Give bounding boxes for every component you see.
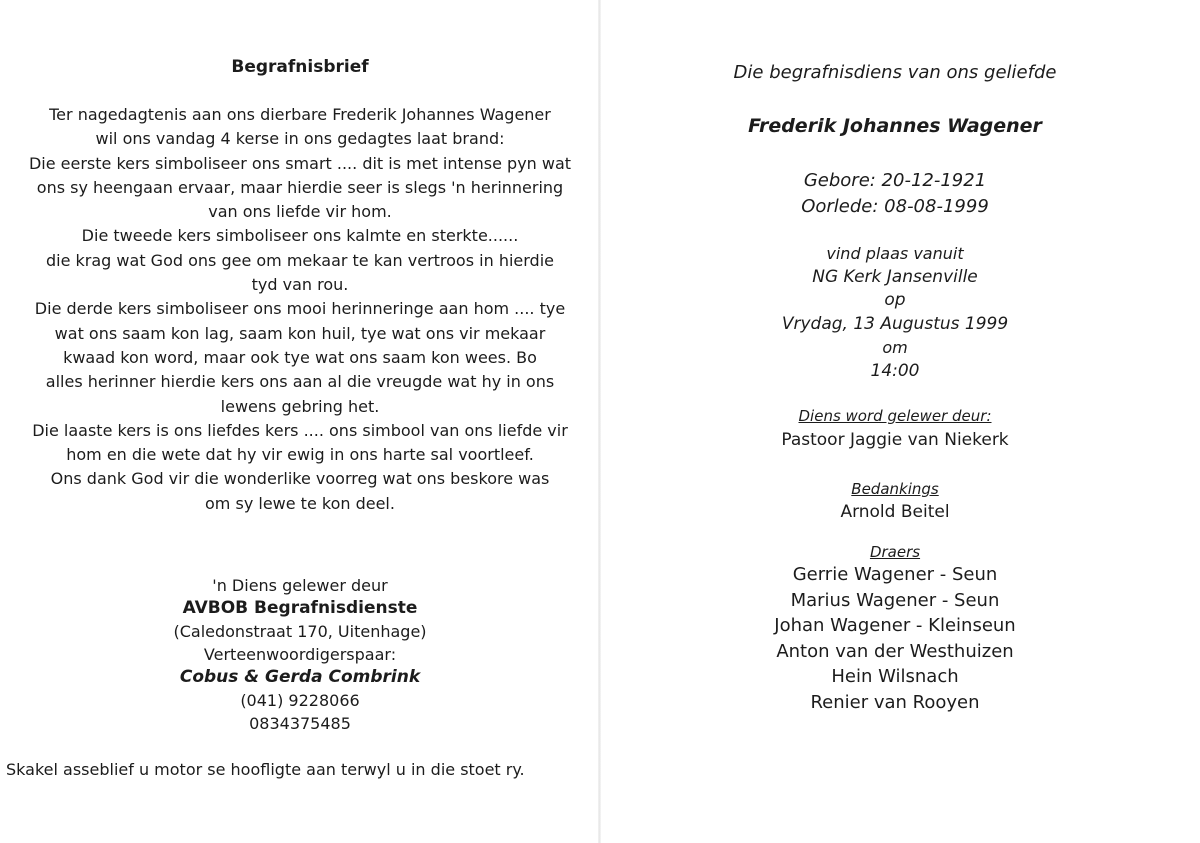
letter-line: om sy lewe te kon deel. bbox=[205, 493, 395, 513]
bearers-block bbox=[600, 542, 1190, 715]
letter-line: ons sy heengaan ervaar, maar hierdie seer is slegs 'n herinnering bbox=[36, 177, 564, 197]
letter-line: Die laaste kers is ons liefdes kers .... ons simbool van ons liefde vir bbox=[32, 420, 568, 440]
phone-mobile: 0834375485 bbox=[249, 714, 351, 733]
letter-line: van ons liefde vir hom. bbox=[208, 202, 392, 222]
thanks-label: Bedankings bbox=[851, 480, 939, 498]
letter-line: Ons dank God vir die wonderlike voorreg wat ons beskore was bbox=[50, 469, 550, 489]
letter-body bbox=[10, 103, 590, 516]
letter-line: Die eerste kers simboliseer ons smart .... dit is met intense pyn wat bbox=[28, 153, 572, 173]
life-dates bbox=[600, 168, 1190, 220]
bearer-item: Gerrie Wagener - Seun bbox=[792, 564, 998, 585]
death-date: Oorlede: 08-08-1999 bbox=[801, 196, 989, 217]
thanks-block bbox=[600, 478, 1190, 524]
letter-line: Die tweede kers simboliseer ons kalmte en sterkte...... bbox=[81, 226, 519, 246]
company-address: (Caledonstraat 170, Uitenhage) bbox=[173, 622, 427, 641]
service-date: Vrydag, 13 Augustus 1999 bbox=[781, 313, 1009, 334]
letter-line: Ter nagedagtenis aan ons dierbare Frederik Johannes Wagener bbox=[49, 105, 551, 124]
bearers-label: Draers bbox=[869, 543, 921, 561]
venue-name: NG Kerk Jansenville bbox=[812, 266, 978, 287]
letter-line: lewens gebring het. bbox=[220, 396, 380, 416]
bearer-item: Marius Wagener - Seun bbox=[790, 589, 1000, 611]
company-name: AVBOB Begrafnisdienste bbox=[182, 598, 418, 618]
letter-line: Die derde kers simboliseer ons mooi herinneringe aan hom .... tye bbox=[34, 299, 566, 319]
letter-line: alles herinner hierdie kers ons aan al die vreugde wat hy in ons bbox=[45, 372, 555, 392]
letter-title: Begrafnisbrief bbox=[231, 57, 369, 77]
at-label: om bbox=[882, 338, 908, 357]
venue-intro: vind plaas vanuit bbox=[826, 244, 964, 263]
venue-block bbox=[600, 242, 1190, 383]
service-by-label: 'n Diens gelewer deur bbox=[212, 576, 388, 595]
representatives-label: Verteenwoordigerspaar: bbox=[203, 645, 397, 664]
service-time: 14:00 bbox=[870, 360, 920, 381]
letter-line: hom en die wete dat hy vir ewig in ons harte sal voortleef. bbox=[66, 445, 534, 465]
letter-line: die krag wat God ons gee om mekaar te kan vertroos in hierdie bbox=[46, 250, 554, 270]
phone-landline: (041) 9228066 bbox=[240, 691, 360, 710]
letter-line: tyd van rou. bbox=[251, 275, 349, 295]
right-page bbox=[600, 0, 1200, 843]
bearer-item: Renier van Rooyen bbox=[810, 691, 980, 713]
bearer-item: Anton van der Westhuizen bbox=[776, 640, 1014, 662]
letter-line: kwaad kon word, maar ook tye wat ons saam kon wees. Bo bbox=[63, 347, 537, 367]
thanks-name: Arnold Beitel bbox=[840, 502, 950, 522]
representatives-names: Cobus & Gerda Combrink bbox=[179, 667, 421, 687]
service-intro: Die begrafnisdiens van ons geliefde bbox=[733, 62, 1057, 83]
letter-line: wil ons vandag 4 kerse in ons gedagtes laat brand: bbox=[95, 129, 505, 149]
officiant-label: Diens word gelewer deur: bbox=[798, 407, 992, 425]
headlights-note: Skakel asseblief u motor se hoofligte aan terwyl u in die stoet ry. bbox=[6, 760, 525, 779]
deceased-name: Frederik Johannes Wagener bbox=[748, 115, 1042, 137]
bearer-item: Johan Wagener - Kleinseun bbox=[774, 615, 1016, 636]
officiant-name: Pastoor Jaggie van Niekerk bbox=[781, 430, 1009, 450]
letter-line: wat ons saam kon lag, saam kon huil, tye wat ons vir mekaar bbox=[54, 323, 546, 343]
birth-date: Gebore: 20-12-1921 bbox=[803, 170, 987, 191]
service-provider-block bbox=[0, 574, 600, 735]
officiant-block bbox=[600, 404, 1190, 452]
bearer-item: Hein Wilsnach bbox=[831, 666, 959, 687]
on-label: op bbox=[884, 290, 906, 310]
